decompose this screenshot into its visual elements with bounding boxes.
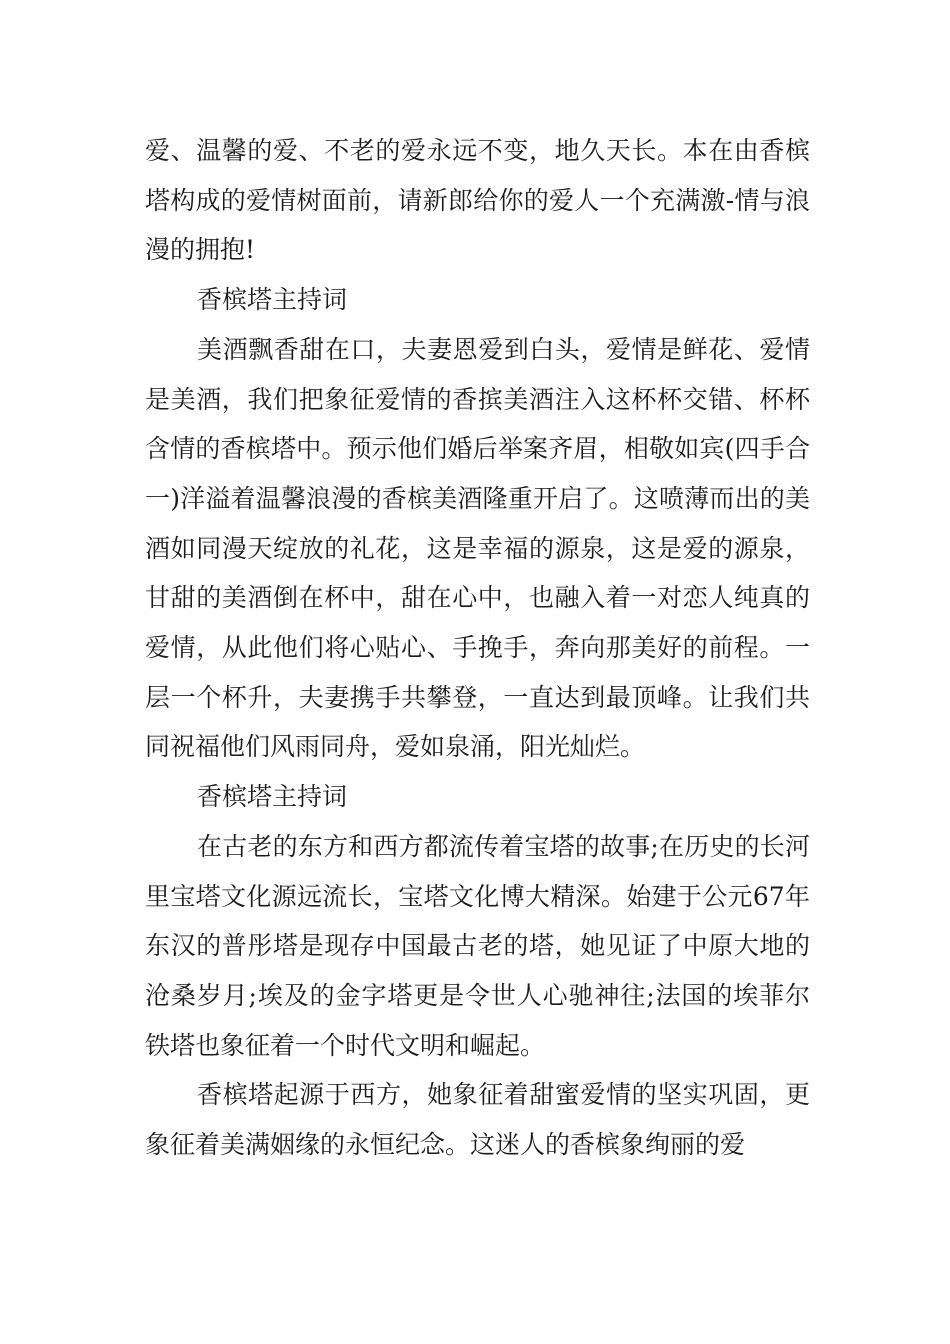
document-body <box>145 126 810 1170</box>
section-heading: 香槟塔主持词 <box>197 285 348 315</box>
section-heading: 香槟塔主持词 <box>197 782 348 812</box>
paragraph: 在古老的东方和西方都流传着宝塔的故事;在历史的长河里宝塔文化源远流长，宝塔文化博大精深。始建于公元67年东汉的普彤塔是现存中国最古老的塔，她见证了中原大地的沧桑岁月;埃及的金字塔更是令世人心驰神往;法国的埃菲尔铁塔也象征着一个时代文明和崛起。 <box>145 831 810 1060</box>
paragraph: 香槟塔起源于西方，她象征着甜蜜爱情的坚实巩固，更象征着美满姻缘的永恒纪念。这迷人的香槟象绚丽的爱 <box>145 1080 810 1160</box>
paragraph: 美酒飘香甜在口，夫妻恩爱到白头，爱情是鲜花、爱情是美酒，我们把象征爱情的香摈美酒注入这杯杯交错、杯杯含情的香槟塔中。预示他们婚后举案齐眉，相敬如宾(四手合一)洋溢着温馨浪漫的香槟美酒隆重开启了。这喷薄而出的美酒如同漫天绽放的礼花，这是幸福的源泉，这是爱的源泉，甘甜的美酒倒在杯中，甜在心中，也融入着一对恋人纯真的爱情，从此他们将心贴心、手挽手，奔向那美好的前程。一层一个杯升，夫妻携手共攀登，一直达到最顶峰。让我们共同祝福他们风雨同舟，爱如泉涌，阳光灿烂。 <box>145 334 810 762</box>
paragraph-continued: 爱、温馨的爱、不老的爱永远不变，地久天长。本在由香槟塔构成的爱情树面前，请新郎给你的爱人一个充满激-情与浪漫的拥抱! <box>145 136 810 265</box>
